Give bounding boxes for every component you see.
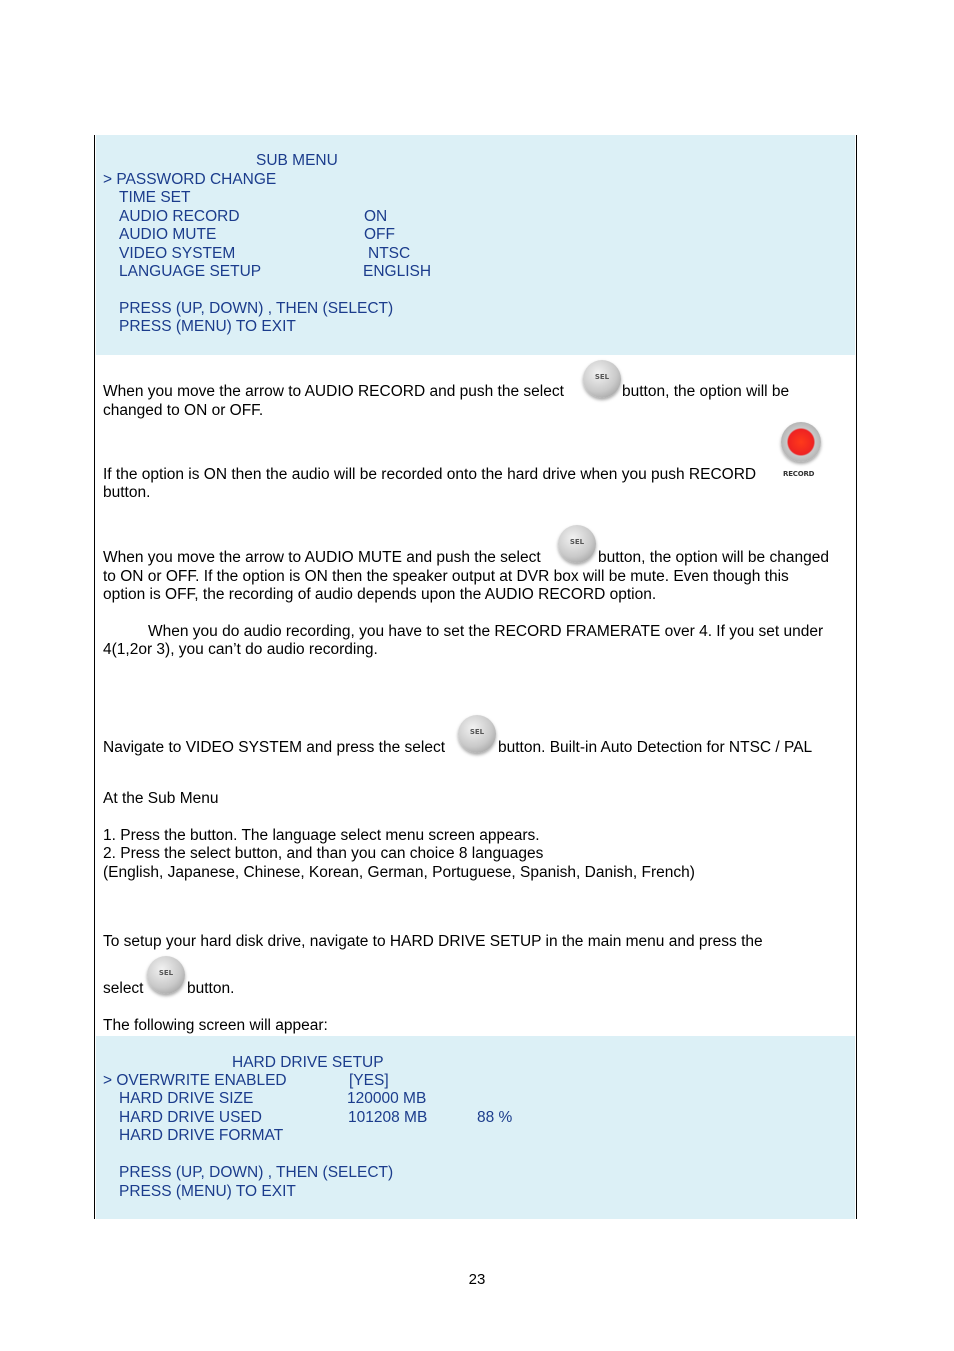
record-button-icon bbox=[781, 422, 821, 462]
record-text-2: button. bbox=[103, 484, 151, 501]
language-step-2: 2. Press the select button, and than you can choice 8 languages bbox=[103, 845, 544, 862]
sub-menu-title: SUB MENU bbox=[256, 152, 338, 169]
sub-menu-item-audio-mute[interactable]: AUDIO MUTE bbox=[119, 226, 217, 243]
sub-menu-value-audio-mute: OFF bbox=[364, 226, 395, 243]
sub-menu-value-video-system: NTSC bbox=[368, 245, 411, 262]
following-screen-text: The following screen will appear: bbox=[103, 1017, 328, 1034]
sub-menu-hint-exit: PRESS (MENU) TO EXIT bbox=[119, 318, 296, 335]
hd-menu-hint-exit: PRESS (MENU) TO EXIT bbox=[119, 1183, 296, 1200]
audio-record-text-2: button, the option will be bbox=[622, 383, 790, 400]
select-button-label: SEL bbox=[469, 728, 485, 736]
hard-drive-select-2: button. bbox=[187, 980, 235, 997]
sub-menu-value-audio-record: ON bbox=[364, 208, 388, 225]
record-text-1: If the option is ON then the audio will be recorded onto the hard drive when you push RECORD bbox=[103, 466, 757, 483]
hd-menu-value-overwrite: [YES] bbox=[349, 1072, 389, 1089]
sub-menu-panel bbox=[96, 135, 855, 355]
audio-record-text-3: changed to ON or OFF. bbox=[103, 402, 264, 419]
hd-menu-value-size: 120000 MB bbox=[347, 1090, 427, 1107]
audio-mute-text-2: button, the option will be changed bbox=[598, 549, 829, 566]
audio-record-text-1: When you move the arrow to AUDIO RECORD and push the select bbox=[103, 383, 564, 400]
language-step-1: 1. Press the button. The language select menu screen appears. bbox=[103, 827, 540, 844]
select-button-icon bbox=[147, 956, 185, 994]
sub-menu-item-password-change[interactable]: > PASSWORD CHANGE bbox=[103, 171, 277, 188]
hd-menu-hint-navigate: PRESS (UP, DOWN) , THEN (SELECT) bbox=[119, 1164, 394, 1181]
sub-menu-item-time-set[interactable]: TIME SET bbox=[119, 189, 191, 206]
select-button-label: SEL bbox=[594, 373, 610, 381]
select-button-icon bbox=[558, 525, 596, 563]
sub-menu-item-language-setup[interactable]: LANGUAGE SETUP bbox=[119, 263, 262, 280]
hd-menu-item-size[interactable]: HARD DRIVE SIZE bbox=[119, 1090, 254, 1107]
select-button-label: SEL bbox=[158, 969, 174, 977]
hd-menu-title: HARD DRIVE SETUP bbox=[232, 1054, 384, 1071]
hd-menu-item-format[interactable]: HARD DRIVE FORMAT bbox=[119, 1127, 284, 1144]
hd-menu-item-used[interactable]: HARD DRIVE USED bbox=[119, 1109, 262, 1126]
audio-mute-text-4: option is OFF, the recording of audio depends upon the AUDIO RECORD option. bbox=[103, 586, 657, 603]
framerate-note-1: When you do audio recording, you have to set the RECORD FRAMERATE over 4. If you set under bbox=[148, 623, 824, 640]
hard-drive-setup-panel bbox=[96, 1036, 855, 1219]
sub-menu-item-video-system[interactable]: VIDEO SYSTEM bbox=[119, 245, 236, 262]
hard-drive-intro: To setup your hard disk drive, navigate to HARD DRIVE SETUP in the main menu and press the bbox=[103, 933, 763, 950]
sub-menu-value-language-setup: ENGLISH bbox=[363, 263, 432, 280]
sub-menu-heading-text: At the Sub Menu bbox=[103, 790, 219, 807]
language-list: (English, Japanese, Chinese, Korean, German, Portuguese, Spanish, Danish, French) bbox=[103, 864, 695, 881]
sub-menu-hint-navigate: PRESS (UP, DOWN) , THEN (SELECT) bbox=[119, 300, 394, 317]
hard-drive-select-1: select bbox=[103, 980, 144, 997]
hd-menu-value-used: 101208 MB bbox=[348, 1109, 428, 1126]
audio-mute-text-3: to ON or OFF. If the option is ON then the speaker output at DVR box will be mute. Even though this bbox=[103, 568, 789, 585]
page-number: 23 bbox=[468, 1271, 486, 1288]
video-system-text-1: Navigate to VIDEO SYSTEM and press the select bbox=[103, 739, 446, 756]
framerate-note-2: 4(1,2or 3), you can’t do audio recording. bbox=[103, 641, 378, 658]
video-system-text-2: button. Built-in Auto Detection for NTSC / PAL bbox=[498, 739, 813, 756]
record-button-label: RECORD bbox=[783, 470, 815, 478]
page-frame bbox=[94, 135, 857, 1219]
hd-menu-item-overwrite[interactable]: > OVERWRITE ENABLED bbox=[103, 1072, 287, 1089]
audio-mute-text-1: When you move the arrow to AUDIO MUTE and push the select bbox=[103, 549, 541, 566]
select-button-label: SEL bbox=[569, 538, 585, 546]
select-button-icon bbox=[583, 360, 621, 398]
select-button-icon bbox=[458, 715, 496, 753]
sub-menu-item-audio-record[interactable]: AUDIO RECORD bbox=[119, 208, 240, 225]
hd-menu-percent-used: 88 % bbox=[477, 1109, 513, 1126]
